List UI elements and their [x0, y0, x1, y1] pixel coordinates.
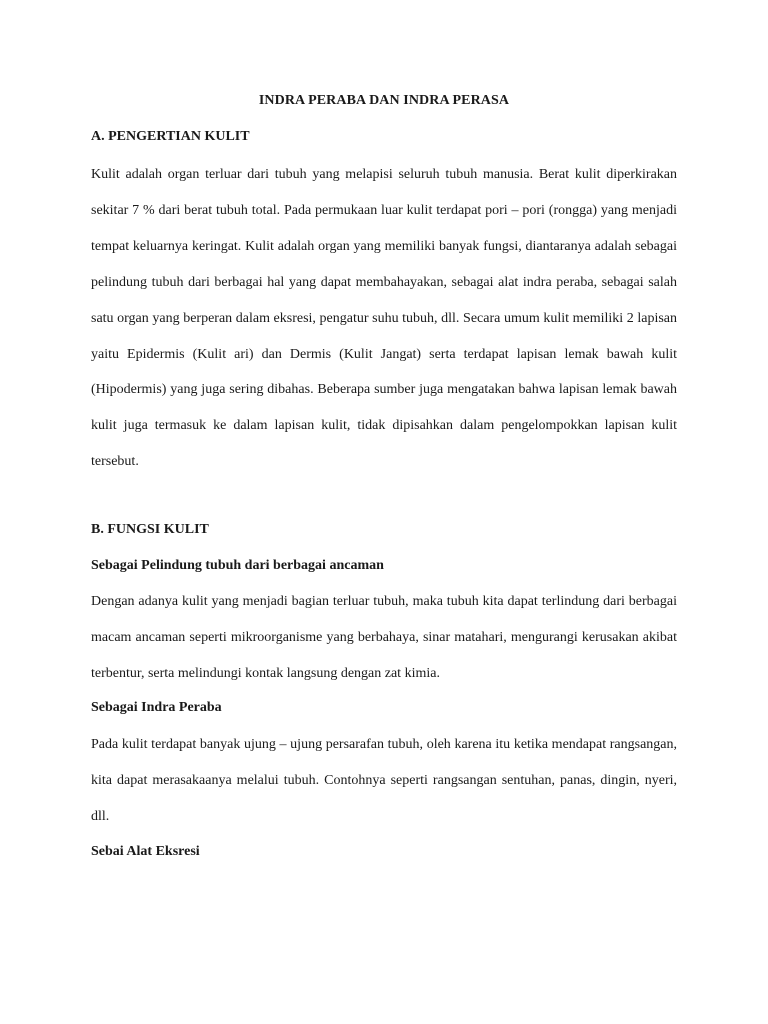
subheading-alat-eksresi: Sebai Alat Eksresi [91, 844, 200, 859]
subheading-indra-peraba: Sebagai Indra Peraba [91, 700, 222, 715]
subheading-pelindung: Sebagai Pelindung tubuh dari berbagai ancaman [91, 558, 384, 573]
section-a-heading: A. PENGERTIAN KULIT [91, 129, 250, 144]
section-b-heading: B. FUNGSI KULIT [91, 522, 209, 537]
document-title: INDRA PERABA DAN INDRA PERASA [258, 93, 510, 108]
paragraph-pelindung: Dengan adanya kulit yang menjadi bagian terluar tubuh, maka tubuh kita dapat terlindung dari berbagai macam ancaman seperti mikroorganisme yang berbahaya, sinar matahari, mengurangi kerusakan akibat terbentur, serta melindungi kontak langsung dengan zat kimia. [91, 594, 677, 681]
paragraph-indra-peraba: Pada kulit terdapat banyak ujung – ujung persarafan tubuh, oleh karena itu ketika mendapat rangsangan, kita dapat merasakaanya melalui tubuh. Contohnya seperti rangsangan sentuhan, panas, dingin, nyeri, dll. [91, 737, 677, 824]
section-a-paragraph: Kulit adalah organ terluar dari tubuh yang melapisi seluruh tubuh manusia. Berat kulit diperkirakan sekitar 7 % dari berat tubuh total. Pada permukaan luar kulit terdapat pori – pori (rongga) yang menjadi tempat keluarnya keringat. Kulit adalah organ yang memiliki banyak fungsi, diantaranya adalah sebagai pelindung tubuh dari berbagai hal yang dapat membahayakan, sebagai alat indra peraba, sebagai salah satu organ yang berperan dalam eksresi, pengatur suhu tubuh, dll. Secara umum kulit memiliki 2 lapisan yaitu Epidermis (Kulit ari) dan Dermis (Kulit Jangat) serta terdapat lapisan lemak bawah kulit (Hipodermis) yang juga sering dibahas. Beberapa sumber juga mengatakan bahwa lapisan lemak bawah kulit juga termasuk ke dalam lapisan kulit, tidak dipisahkan dalam pengelompokkan lapisan kulit tersebut. [91, 167, 677, 470]
